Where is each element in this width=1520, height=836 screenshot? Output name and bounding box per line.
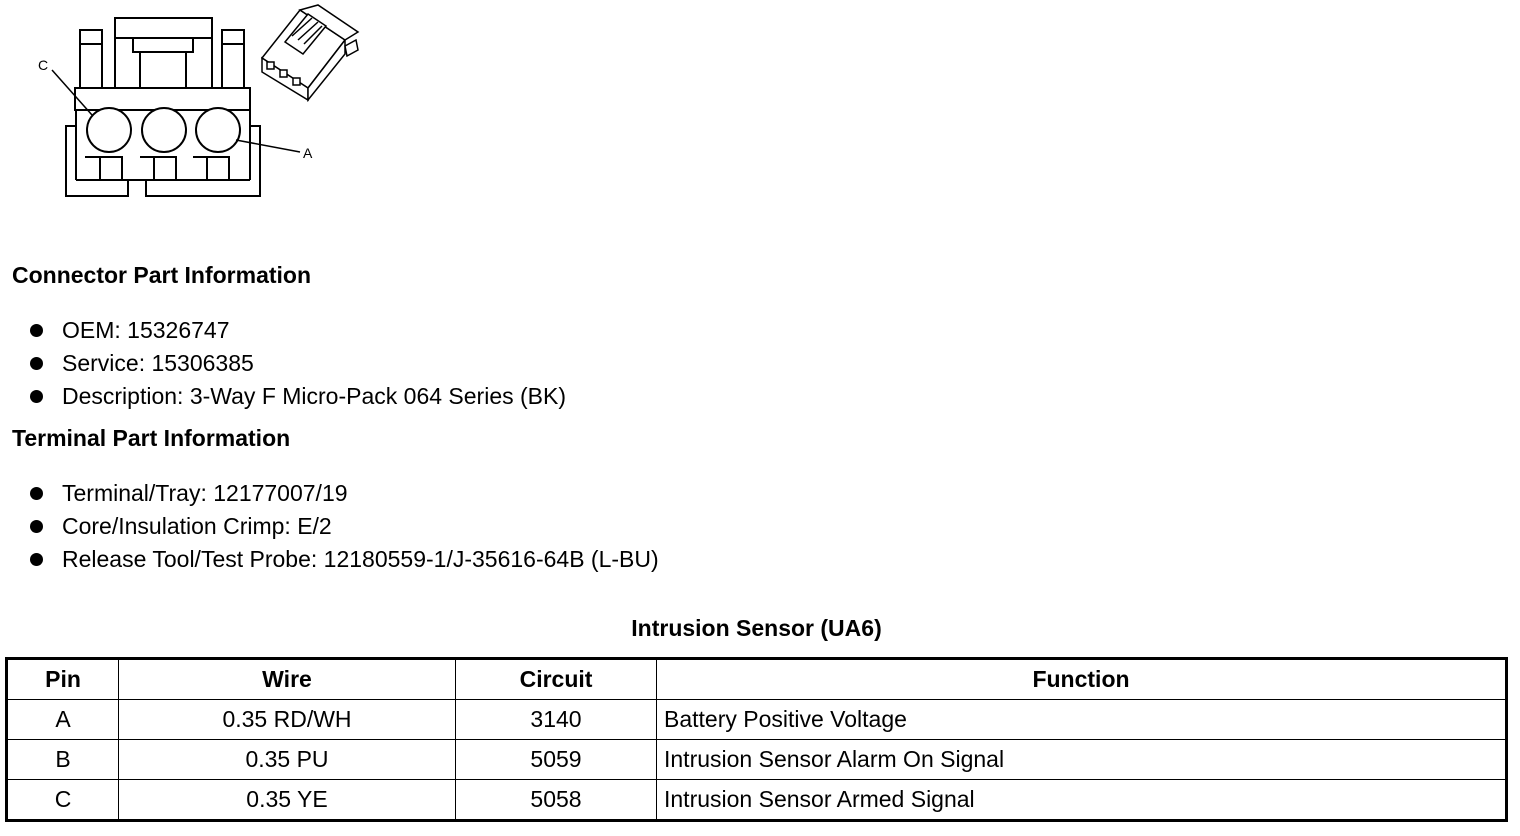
function-cell: Intrusion Sensor Armed Signal [657, 780, 1507, 821]
terminal-info-list [28, 477, 659, 576]
table-header-row [7, 659, 1507, 700]
circuit-cell: 5058 [456, 780, 657, 821]
table-row [7, 740, 1507, 780]
circuit-cell: 5059 [456, 740, 657, 780]
circuit-cell: 3140 [456, 700, 657, 740]
wire-cell: 0.35 RD/WH [119, 700, 456, 740]
pinout-table [5, 657, 1508, 822]
list-item [28, 543, 659, 576]
connector-description: Description: 3-Way F Micro-Pack 064 Series (BK) [62, 383, 567, 409]
pin-cell: A [7, 700, 119, 740]
list-item [28, 347, 566, 380]
cavity-label-c: C [38, 57, 49, 73]
bullet-icon [30, 324, 43, 337]
bullet-icon [30, 520, 43, 533]
connector-info-heading: Connector Part Information [12, 262, 312, 288]
table-title: Intrusion Sensor (UA6) [631, 615, 882, 641]
bullet-icon [30, 553, 43, 566]
table-row [7, 780, 1507, 821]
connector-face-diagram [0, 0, 380, 215]
oem-part-number: OEM: 15326747 [62, 317, 230, 343]
list-item [28, 477, 659, 510]
terminal-info-heading: Terminal Part Information [12, 425, 291, 451]
wire-cell: 0.35 PU [119, 740, 456, 780]
bullet-icon [30, 487, 43, 500]
cavity-label-a: A [303, 145, 313, 161]
terminal-tray: Terminal/Tray: 12177007/19 [62, 480, 348, 506]
list-item [28, 380, 566, 413]
list-item [28, 314, 566, 347]
connector-info-list [28, 314, 566, 413]
wire-cell: 0.35 YE [119, 780, 456, 821]
function-cell: Battery Positive Voltage [657, 700, 1507, 740]
release-tool-test-probe: Release Tool/Test Probe: 12180559-1/J-35616-64B (L-BU) [62, 546, 659, 572]
column-header-pin: Pin [7, 659, 119, 700]
service-part-number: Service: 15306385 [62, 350, 254, 376]
core-insulation-crimp: Core/Insulation Crimp: E/2 [62, 513, 332, 539]
pin-cell: C [7, 780, 119, 821]
pin-cell: B [7, 740, 119, 780]
column-header-wire: Wire [119, 659, 456, 700]
function-cell: Intrusion Sensor Alarm On Signal [657, 740, 1507, 780]
connector-isometric-icon [262, 5, 358, 100]
table-row [7, 700, 1507, 740]
column-header-function: Function [657, 659, 1507, 700]
bullet-icon [30, 390, 43, 403]
bullet-icon [30, 357, 43, 370]
column-header-circuit: Circuit [456, 659, 657, 700]
list-item [28, 510, 659, 543]
